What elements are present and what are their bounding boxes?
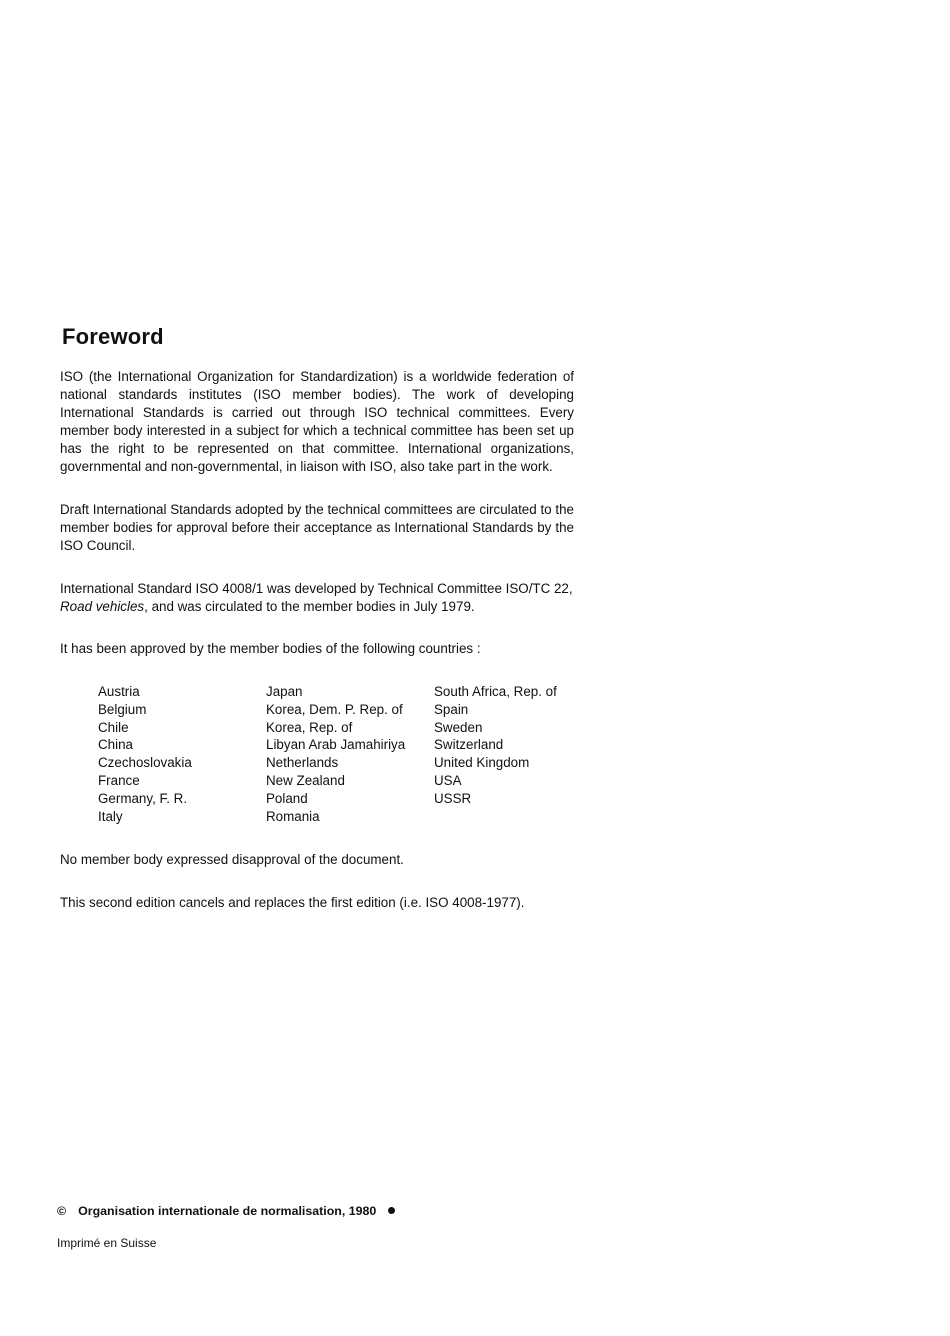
page-title: Foreword bbox=[62, 324, 164, 349]
development-text-start: International Standard ISO 4008/1 was developed by Technical Committee ISO/TC 22, bbox=[60, 581, 573, 596]
list-item: USA bbox=[434, 772, 462, 788]
paragraph-development bbox=[60, 580, 574, 616]
list-item: South Africa, Rep. of bbox=[434, 684, 557, 699]
list-item: China bbox=[98, 737, 133, 753]
paragraph-edition-note: This second edition cancels and replaces the first edition (i.e. ISO 4008-1977). bbox=[60, 895, 525, 910]
paragraph-approval: It has been approved by the member bodies of the following countries : bbox=[60, 641, 481, 656]
list-item: Romania bbox=[266, 808, 320, 824]
list-item: Switzerland bbox=[434, 737, 504, 753]
list-item: New Zealand bbox=[266, 772, 345, 788]
list-item: Czechoslovakia bbox=[98, 755, 192, 771]
list-item: Italy bbox=[98, 808, 123, 824]
list-item: Libyan Arab Jamahiriya bbox=[266, 737, 406, 753]
paragraph-iso-intro: ISO (the International Organization for Standardization) is a worldwide federation of national standards institutes (ISO member bodies). The work of developing International Standards is carried out through ISO technical committees. Every member body interested in a subject for which a technical committee has been set up has the right to be represented on that committee. International organizations, governmental and non-governmental, in liaison with ISO, also take part in the work. bbox=[60, 369, 574, 474]
copyright-symbol: © bbox=[57, 1204, 67, 1218]
committee-title: Road vehicles bbox=[60, 599, 145, 614]
list-item: Chile bbox=[98, 719, 129, 735]
approving-countries-list bbox=[98, 683, 588, 833]
list-item: Japan bbox=[266, 684, 303, 699]
paragraph-no-disapproval: No member body expressed disapproval of the document. bbox=[60, 852, 404, 867]
countries-column-3 bbox=[434, 683, 557, 808]
list-item: France bbox=[98, 772, 140, 788]
list-item: Poland bbox=[266, 790, 308, 806]
list-item: Korea, Rep. of bbox=[266, 719, 353, 735]
copyright-line bbox=[57, 1204, 395, 1218]
list-item: Netherlands bbox=[266, 755, 339, 771]
list-item: Belgium bbox=[98, 701, 147, 717]
paragraph-draft-standards: Draft International Standards adopted by the technical committees are circulated to the member bodies for approval before their acceptance as International Standards by the ISO Council. bbox=[60, 502, 574, 553]
countries-column-1 bbox=[98, 683, 192, 825]
list-item: Spain bbox=[434, 701, 469, 717]
bullet-icon bbox=[388, 1207, 395, 1214]
development-text-end: , and was circulated to the member bodies in July 1979. bbox=[144, 599, 475, 614]
list-item: United Kingdom bbox=[434, 755, 530, 771]
countries-column-2 bbox=[266, 683, 405, 825]
list-item: USSR bbox=[434, 790, 472, 806]
printed-in: Imprimé en Suisse bbox=[57, 1236, 157, 1250]
list-item: Germany, F. R. bbox=[98, 790, 188, 806]
list-item: Sweden bbox=[434, 719, 483, 735]
list-item: Korea, Dem. P. Rep. of bbox=[266, 701, 403, 717]
list-item: Austria bbox=[98, 684, 140, 699]
copyright-text: Organisation internationale de normalisation, 1980 bbox=[78, 1204, 377, 1218]
